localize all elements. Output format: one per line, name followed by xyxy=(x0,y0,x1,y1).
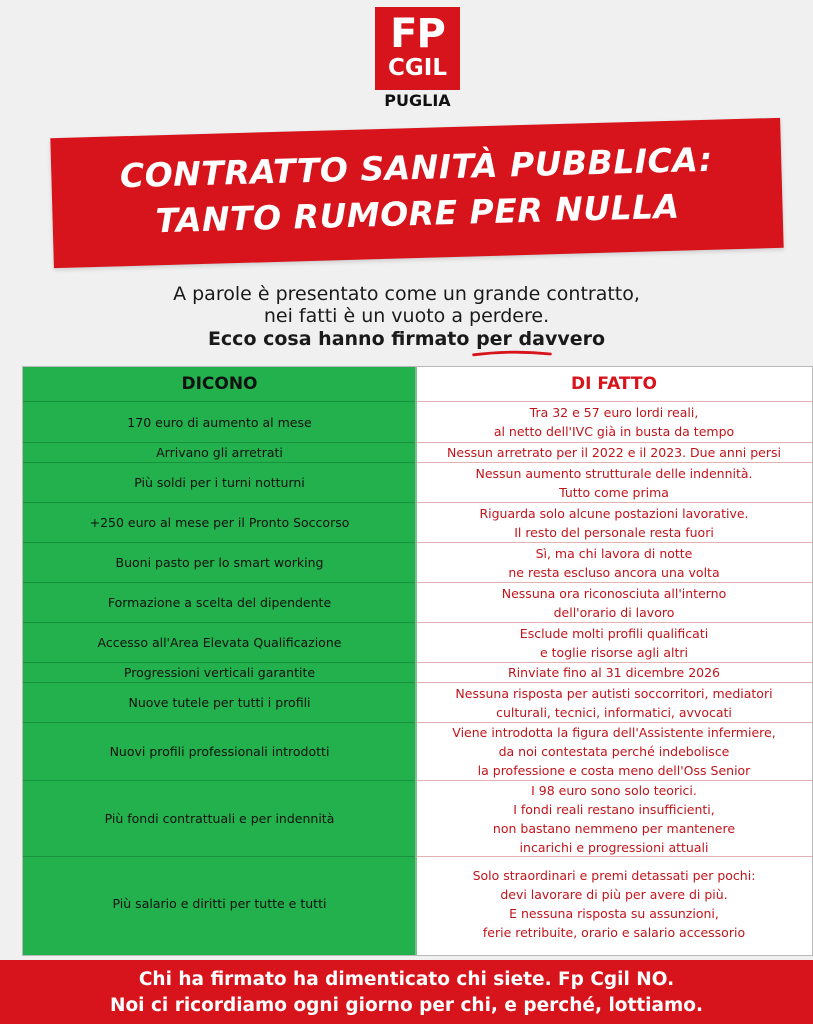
column-divider xyxy=(415,367,417,955)
intro-text xyxy=(60,283,753,327)
di-fatto-cell xyxy=(416,857,812,950)
di-fatto-cell xyxy=(416,623,812,662)
dicono-text: Più fondi contrattuali e per indennità xyxy=(104,811,335,826)
di-fatto-text: Tra 32 e 57 euro lordi reali, al netto dell'IVC già in busta da tempo xyxy=(493,405,735,439)
table-row xyxy=(23,543,812,582)
dicono-text: Accesso all'Area Elevata Qualificazione xyxy=(97,635,342,650)
intro-line-2: nei fatti è un vuoto a perdere. xyxy=(263,305,550,327)
di-fatto-cell xyxy=(416,402,812,442)
dicono-header: DICONO xyxy=(181,374,258,394)
dicono-text: +250 euro al mese per il Pronto Soccorso xyxy=(89,515,350,530)
di-fatto-cell xyxy=(416,781,812,856)
di-fatto-cell xyxy=(416,583,812,622)
di-fatto-cell xyxy=(416,463,812,502)
di-fatto-cell xyxy=(416,543,812,582)
table-row xyxy=(23,857,812,950)
dicono-text: Formazione a scelta del dipendente xyxy=(107,595,332,610)
cta-emphasis xyxy=(476,327,605,351)
dicono-text: Nuove tutele per tutti i profili xyxy=(128,695,311,710)
table-row xyxy=(23,683,812,722)
brush-underline-icon xyxy=(472,350,552,358)
dicono-text: Buoni pasto per lo smart working xyxy=(115,555,324,570)
di-fatto-cell xyxy=(416,723,812,780)
dicono-text: Più salario e diritti per tutte e tutti xyxy=(112,896,327,911)
dicono-cell xyxy=(23,857,416,950)
dicono-cell xyxy=(23,663,416,682)
table-row xyxy=(23,723,812,780)
dicono-cell xyxy=(23,503,416,542)
table-row xyxy=(23,503,812,542)
dicono-cell xyxy=(23,543,416,582)
cta-emphasis-text: per davvero xyxy=(476,328,606,350)
logo-fp-text: FP xyxy=(390,11,445,57)
dicono-cell xyxy=(23,443,416,462)
logo-region-text: PUGLIA xyxy=(384,91,451,110)
dicono-text: Più soldi per i turni notturni xyxy=(134,475,305,490)
dicono-text: Arrivano gli arretrati xyxy=(156,445,283,460)
di-fatto-text: Nessun aumento strutturale delle indennità. Tutto come prima xyxy=(475,465,753,500)
di-fatto-cell xyxy=(416,503,812,542)
footer-line-2: Noi ci ricordiamo ogni giorno per chi, e perché, lottiamo. xyxy=(109,995,704,1016)
dicono-cell xyxy=(23,583,416,622)
di-fatto-text: Nessuna ora riconosciuta all'interno dell'orario di lavoro xyxy=(501,585,727,620)
di-fatto-text: Rinviate fino al 31 dicembre 2026 xyxy=(508,665,720,680)
headline-line-1: CONTRATTO SANITÀ PUBBLICA: xyxy=(119,139,714,196)
di-fatto-text: Esclude molti profili qualificati e toglie risorse agli altri xyxy=(519,625,709,660)
logo-cgil-text: CGIL xyxy=(388,55,447,81)
dicono-cell xyxy=(23,781,416,856)
fp-cgil-logo xyxy=(375,7,460,111)
dicono-cell xyxy=(23,623,416,662)
table-row xyxy=(23,402,812,442)
di-fatto-cell xyxy=(416,443,812,462)
table-row xyxy=(23,781,812,856)
table-row xyxy=(23,463,812,502)
di-fatto-text: Nessuna risposta per autisti soccorritori, mediatori culturali, tecnici, informatici, avvocati xyxy=(455,685,773,720)
di-fatto-text: I 98 euro sono solo teorici. I fondi reali restano insufficienti, non bastano nemmeno per mantenere incarichi e progressioni attuali xyxy=(492,782,736,855)
di-fatto-header: DI FATTO xyxy=(571,374,657,394)
dicono-text: 170 euro di aumento al mese xyxy=(127,414,312,430)
dicono-cell xyxy=(23,723,416,780)
table-row xyxy=(23,443,812,462)
intro-call-to-action xyxy=(60,327,753,351)
dicono-cell xyxy=(23,463,416,502)
footer-line-1: Chi ha firmato ha dimenticato chi siete. Fp Cgil NO. xyxy=(138,969,675,990)
di-fatto-text: Riguarda solo alcune postazioni lavorative. Il resto del personale resta fuori xyxy=(479,505,749,540)
headline-banner xyxy=(50,118,783,268)
footer-banner xyxy=(0,960,813,1024)
di-fatto-text: Sì, ma chi lavora di notte ne resta escluso ancora una volta xyxy=(508,545,720,580)
table-row xyxy=(23,623,812,662)
di-fatto-text: Viene introdotta la figura dell'Assistente infermiere, da noi contestata perché indebolisce la professione e costa meno dell'Oss Senior xyxy=(452,725,776,778)
dicono-cell xyxy=(23,402,416,442)
di-fatto-cell xyxy=(416,663,812,682)
di-fatto-text: Solo straordinari e premi detassati per pochi: devi lavorare di più per avere di più. E nessuna risposta su assunzioni, ferie retribuite, orario e salario accessorio xyxy=(472,867,756,940)
intro-line-1: A parole è presentato come un grande contratto, xyxy=(173,283,640,305)
di-fatto-cell xyxy=(416,683,812,722)
comparison-table xyxy=(22,366,813,956)
table-row xyxy=(23,583,812,622)
headline-line-2: TANTO RUMORE PER NULLA xyxy=(154,186,681,241)
table-row xyxy=(23,663,812,682)
dicono-text: Progressioni verticali garantite xyxy=(123,665,316,680)
dicono-text: Nuovi profili professionali introdotti xyxy=(109,744,330,759)
di-fatto-text: Nessun arretrato per il 2022 e il 2023. Due anni persi xyxy=(447,445,781,460)
cta-prefix: Ecco cosa hanno firmato xyxy=(207,328,477,350)
dicono-cell xyxy=(23,683,416,722)
